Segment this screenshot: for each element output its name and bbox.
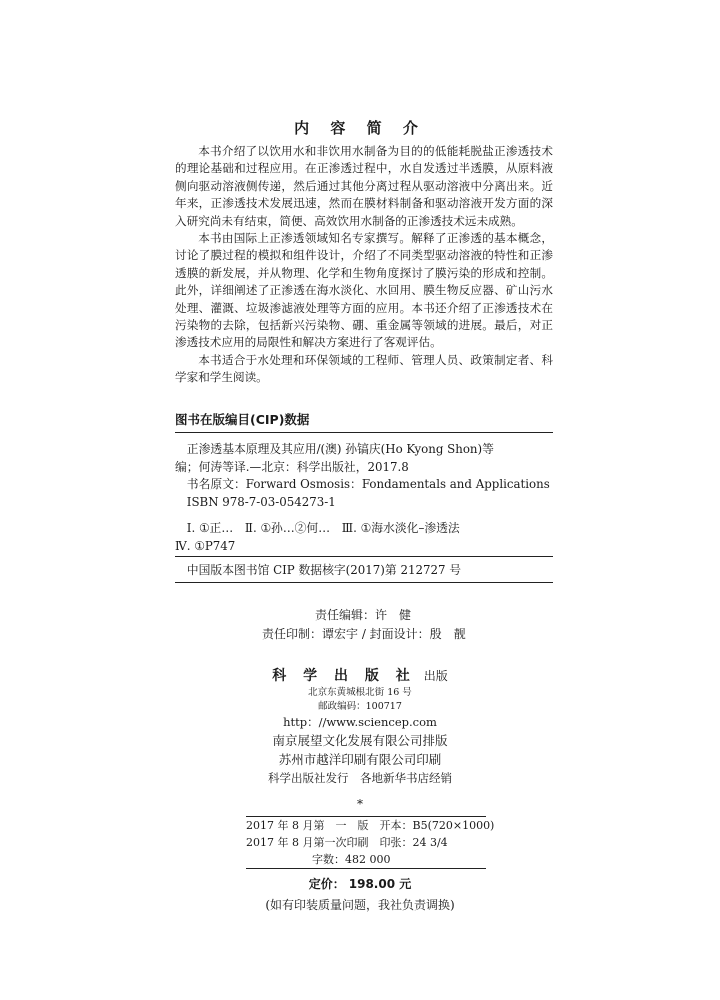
cip-classification: Ⅰ. ①正… Ⅱ. ①孙…②何… Ⅲ. ①海水淡化–渗透法 [186,521,460,536]
cip-registration: 中国版本图书馆 CIP 数据核字(2017)第 212727 号 [186,562,462,577]
summary-paragraph: 本书介绍了以饮用水和非饮用水制备为目的的低能耗脱盐正渗透技术的理论基础和过程应用。在正渗透过程中，水自发透过半透膜，从原料液侧向驱动溶液侧传递，然后通过其他分离过程从驱动溶液中分离出来。近年来，正渗透技术发展迅速，然而在膜材料制备和驱动溶液开发方面的深入研究尚未有结束，简便、高效饮用水制备的正渗透技术远未成熟。 [175,144,553,228]
quality-notice: (如有印装质量问题，我社负责调换) [265,898,455,912]
printing-line: 2017 年 8 月第一次印刷 印张：24 3/4 [246,836,448,849]
cip-block [175,410,553,583]
summary-paragraph: 本书由国际上正渗透领域知名专家撰写。解释了正渗透的基本概念，讨论了膜过程的模拟和组件设计，介绍了不同类型驱动溶液的特性和正渗透膜的新发展，并从物理、化学和生物角度探讨了膜污染的形成和控制。此外，详细阐述了正渗透在海水淡化、水回用、膜生物反应器、矿山污水处理、灌溉、垃圾渗滤液处理等方面的应用。本书还介绍了正渗透技术在污染物的去除，包括新兴污染物、硼、重金属等领域的进展。最后，对正渗透技术应用的局限性和解决方案进行了客观评估。 [175,231,553,350]
cip-line: 正渗透基本原理及其应用/(澳) 孙镐庆(Ho Kyong Shon)等 [186,442,494,456]
summary-paragraph: 本书适合于水处理和环保领域的工程师、管理人员、政策制定者、科学家和学生阅读。 [175,352,553,385]
cip-classification: Ⅳ. ①P747 [175,538,236,553]
editor-credits [0,606,720,644]
price-label: 定价： [308,877,345,891]
cip-line: 书名原文：Forward Osmosis：Fondamentals and Applications [186,477,550,492]
separator-star: * [357,797,363,811]
printer: 苏州市越洋印刷有限公司印刷 [278,752,442,767]
edition-line: 2017 年 8 月第 一 版 开本：B5(720×1000) [246,819,495,832]
price-amount: 198.00 元 [348,877,412,891]
distribution: 科学出版社发行 各地新华书店经销 [268,771,452,785]
cip-line: 编；何涛等译.—北京：科学出版社，2017.8 [175,459,409,474]
publisher-postcode: 邮政编码：100717 [318,701,402,712]
publisher-address: 北京东黄城根北街 16 号 [308,687,412,698]
word-count: 字数：482 000 [312,853,391,866]
cip-record [175,433,553,556]
typesetter: 南京展望文化发展有限公司排版 [272,733,448,748]
cip-rule-bottom [175,582,553,583]
book-summary [175,143,553,387]
specs-rule-bottom [246,868,486,869]
publisher-suffix: 出版 [423,669,448,683]
edition-specs [246,816,506,869]
publisher-logo-name: 科 学 出 版 社 [272,668,416,684]
publisher-url: http：//www.sciencep.com [283,715,437,729]
section-title: 内 容 简 介 [294,119,426,137]
price [0,875,720,892]
print-and-cover-credits: 责任印制：谭宏宇 / 封面设计：殷 靓 [262,627,466,641]
publisher-block [0,665,720,787]
responsible-editor: 责任编辑：许 健 [315,608,412,622]
cip-heading: 图书在版编目(CIP)数据 [175,412,310,427]
cip-isbn: ISBN 978-7-03-054273-1 [186,494,336,509]
